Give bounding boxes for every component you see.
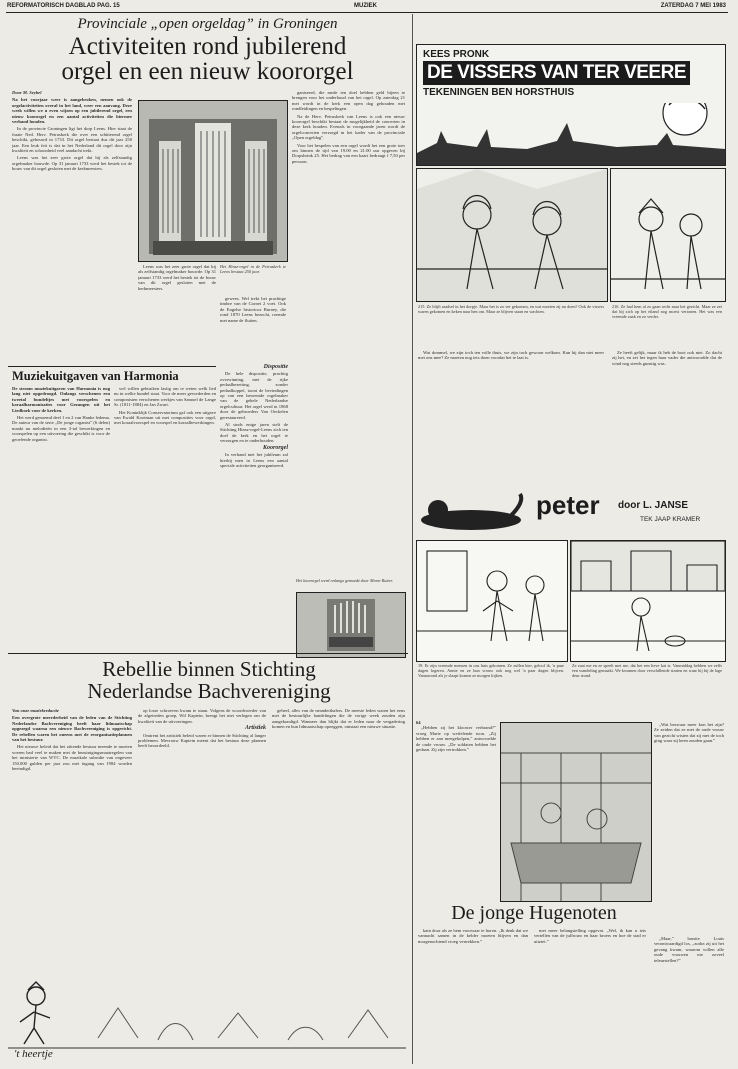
organ-photo-caption: Het Hinsz-orgel in de Petruskerk te Leens bestaat 250 jaar.: [220, 264, 286, 274]
article2-top-rule: [8, 366, 216, 367]
article1-body1: In de provincie Groningen ligt het dorp Leens. Hier staat de fraaie Ned. Herv. Petruskerk die over een schitterend orgel beschikt, gebouwd in 1733. Dit orgel bestaat dus dit jaar 250 jaar. Een leuk feit is dat in het Nederland dit orgel door zijn kwaliteit en schoonheid veel aandacht trekt.: [12, 126, 132, 154]
koororgel-subhead: Koororgel: [262, 444, 288, 451]
comic1-text2-p: Ze heeft gelijk, maar ik heb de boot ook niet. Zo dacht zij het, en zei het tegen haar vader die antwoordde dat de wind nog steeds gunstig was.: [612, 350, 722, 366]
article1-col-right-text2: Na de Herv. Petruskerk van Leens is ook een nieuw koororgel beschikt bestaat de mogelijkheid de concerten in deze kerk houden. Evenals in voorgaande jaren wordt de orgelconcerten verzorgd in het kader van de provinciale „Open orgeldag”.: [292, 113, 405, 141]
article4-col5-text: „Maar,” barstte Louis verontwaardigd los, „zodra zij uit het gevang kwam, waarom willen alle oude vrouwen me zoveel teleurstellen?”: [654, 936, 724, 963]
dispositie-text: De hele dispositie, prachtig overwinning, met de rijke pedaalbezetting, zonder pedaalkoppel, toont de bevindingen op van een beroemde orgelmaker van de gehele Nederlandse orgelcultuur. Het orgel werd in 1868 door de gebroeders Van Oeckelen gerestaureerd.: [220, 371, 288, 420]
comic2-title: peter: [536, 490, 600, 520]
header-rule: [6, 12, 728, 13]
article1-body2: Leens was het zeer grote orgel dat hij als zelfstandig orgelmaker bouwde. Op 31 januari 1733 werd het bestek tot de bouw van dit orgel gesloten met de kerkmeesters.: [12, 155, 132, 172]
comic1-title: DE VISSERS VAN TER VEERE: [423, 61, 690, 85]
header-date: ZATERDAG 7 MEI 1983: [660, 3, 726, 9]
comic2-title-block: [416, 490, 724, 534]
article3-col2-text2: Omtrent het artistiek beleid waren er binnen de Stichting al langer problemen. Mevrouw Kaptein meent dat het bestuur deze plannen heeft beoordeeld.: [138, 732, 266, 749]
article1-headline-line1: Activiteiten rond jubilerend: [68, 33, 347, 60]
article2-body: Het werd genoemd deel 1 en 2 van Hanke ledema. De auteur van de serie „De jonge organist” (6 delen) maakt nu melodieën in een 3-tal bewerkingen en voorspelen op een uitvoering die geschikt is voor de geoefende organist.: [12, 415, 110, 442]
article1-col-right-text: ganiseerd, die mede ten doel hebben geld bijeen te brengen voor het onderhoud van het orgel. Op zaterdag 21 mei wordt in de kerk een open dag gehouden met rondleidingen en bespelingen.: [292, 90, 405, 112]
article4-col3-text: met meer belangstelling opgevat. „Wel, ik kan u iets vertellen van de juffrouw en haar broers en hoe de stad er uitziet.”: [534, 928, 646, 944]
comic1-caption-216: 216. Ze had hem al zo gaan recht naar het gezicht. Maar ze zei dat hij zich op het eiland nog moest vertonen. Het was een vreemde zaak en zo verder.: [612, 304, 722, 319]
article1-lead: Na het voorjaar weer is aangebroken, nemen ook de orgelactiviteiten overal in het land, weer een aanvang. Deze week willen we u even wijzen op een jubilerend orgel, een nieuw koororgel en een aantal activiteiten die hiermee verband houden.: [12, 97, 132, 125]
article2-headline: Muziekuitgaven van Harmonia: [12, 369, 179, 383]
dispositie-text2: Al sinds enige jaren stelt de Stichting Hinsz-orgel-Leens zich ten doel de kerk en het orgel te verzorgen en te onderhouden.: [220, 422, 288, 444]
article2-col2-text2: Het Koninklijk Conservatorium gaf ook een uitgave van Ewald Kooiman uit met composities voor orgel, met koraalvoorspel en voorspel en koraalbewerkingen.: [114, 409, 216, 426]
article3-headline: [10, 658, 408, 702]
comic2-credit: TEK JAAP KRAMER: [640, 516, 701, 523]
article4-col4-text: „Wat bezwaar meer kon het zijn? Ze zeiden dat ze met de oude vrouw van gezicht wisten dat zij met de toch ging waar zij heen zouden gaan.”: [654, 722, 724, 744]
koororgel-text: In verband met het jubileum zal hierbij men in Leens een aantal speciale activiteiten georganiseerd.: [220, 452, 288, 468]
comic1-panel-215: [416, 168, 608, 302]
header-section: MUZIEK: [354, 3, 377, 9]
article2-lead: De stroom muziekuitgaven van Harmonia is nog lang niet opgedroogd. Onlangs verschenen een tweetal bundeltjes met voorspelen en koraalharmonisaties voor Gezangen uit het Liedboek voor de kerken.: [12, 386, 110, 413]
article1-col2-text: Leens was het zeer grote orgel dat hij als zelfstandig orgelmaker bouwde. Op 31 januari 1733 werd het bestek tot de bouw van dit orgel gesloten met de kerkmeesters.: [138, 264, 216, 291]
heertje-label: 't heertje: [14, 1048, 53, 1060]
comic2-author: door L. JANSE: [618, 500, 689, 511]
article3-lead: Een overgrote meerderheid van de leden van de Stichting Nederlandse Bachvereniging heeft haar lidmaatschap opgezegd waarna een nieuwe Bachvereniging is opgericht. De rebellen waren het oneens met de reorganisatieplannen van het bestuur.: [12, 715, 132, 743]
article4-intro-col: [416, 720, 496, 898]
article1-col1: [12, 90, 132, 362]
article2-col2: [114, 386, 216, 648]
comic2-panel-20: [570, 540, 726, 662]
article3-top-rule: [8, 653, 408, 654]
page-column-divider: [412, 14, 413, 1064]
article1-dispositie-col: [220, 364, 288, 648]
comic1-text2: [612, 350, 722, 414]
article4-col4: [654, 722, 724, 932]
article1-headline: [10, 34, 405, 84]
organ-photo: [138, 100, 288, 262]
article3-col3: [272, 708, 405, 970]
article1-byline: Door M. Seybel: [12, 90, 42, 95]
article1-col-right: [292, 90, 405, 362]
koororgel-photo: [296, 592, 406, 658]
comic1-subtitle: TEKENINGEN BEN HORSTHUIS: [423, 87, 575, 98]
article4-headline: De jonge Hugenoten: [451, 902, 617, 924]
comic1-caption-215: 215. Ze blijft raadsel in het dorpje. Maar het is zo ver gekomen, en wat moeten zij nu doen? Ook de vissers waren gekomen en keken naar hen om. Maar ze blijven staan en wachten.: [418, 304, 604, 314]
comic2-panel-19: [416, 540, 568, 662]
article1-col-right-text3: Voor het bespelen van een orgel wordt het een grote toer om binnen de tijd van 19.00 en 21.00 uur opgeven bij Dorpsbrink 25. Het bedrag van een kaart bedraagt f 7,50 per persoon.: [292, 142, 405, 164]
article4-col2: [418, 928, 528, 1062]
comic1-text1: [418, 350, 604, 414]
article3-col2: [138, 708, 266, 970]
article2-col2-text: wel willen gebruiken lastig om te weten welk lied nu in welke bundel staat. Voor de meer gevorderden en componisten verschenen werkjes van Samuel de Lange Sr. (1811-1884) en Jan Zwart.: [114, 386, 216, 408]
article1-top-gap: [220, 90, 286, 98]
comic1-text1-p: Wat dommel, we zijn toch ten volle thuis, we zijn toch gewoon welkom. Kan hij dan niet meer met ons mee? Ze moeten nog iets doen voordat het te laat is.: [418, 350, 604, 361]
article3-body: Het nieuwe beleid dat het zittende bestuur meende te moeten voeren had veel te maken met de bezuinigingsmaatregelen van het ministerie van WVC. De muzikale subsidie van ongeveer 150.000 gulden per jaar zou met ingang van 1984 worden beeindigd.: [12, 744, 132, 772]
article1-headline-line2: orgel en een nieuw koororgel: [61, 58, 354, 85]
comic1-pre: KEES PRONK: [423, 49, 490, 60]
article4-col5: [654, 936, 724, 1062]
article1-kicker: Provinciale „open orgeldag” in Groningen: [77, 16, 338, 32]
article3-col3-text: geheel, alles van de neanderthalers. De meeste leden waren het eens met de bestuurlijke handelingen die de vorige week zouden zijn aangekondigd. Wanneer dan blijkt dat er leden naar de vergadering komen en hun lidmaatschap opzeggen, ontstaat een nieuwe situatie.: [272, 708, 405, 730]
comic2-caption-20: Ze zaat me en ze speelt met me, dat het een lieve kat is. Vanmiddag hebben we zelfs een wandeling gemaakt. We kwamen door verschillende straten en waar hij bij de lage deur stond.: [572, 663, 722, 678]
comic1-panel-216: [610, 168, 726, 302]
article2-col1: [12, 386, 110, 648]
article1-col-mid: [220, 296, 286, 360]
koororgel-photo-caption: Het koororgel werd onlangs gemaakt door Meme Ruiter.: [296, 578, 393, 583]
article3-headline-line1: Rebellie binnen Stichting: [102, 657, 316, 681]
header-paper-name: REFORMATORISCH DAGBLAD PAG. 15: [7, 3, 120, 9]
comic2-caption-19: 19. Er zijn vreemde mensen in ons huis gekomen. Ze zullen hier, geloof ik, 'n paar dagen logeren. Annie en ze hun vrouw ook nog wel 'n paar dagen blijven. Vannavond als je slaapt komen ze morgen kijken.: [418, 663, 564, 678]
dispositie-subhead: Dispositie: [263, 364, 288, 370]
article4-chapter-number: 64: [416, 720, 421, 725]
article4-col2-text: katn door als ze hem voorwaar te horen. „Ik denk dat we vannacht samen in de kelder moeten blijven en dan morgenochtend vroeg vertrekken.”: [418, 928, 528, 944]
article3-col2-text: op losse schroeven kwam te staan. Volgens de woordvoerder van de afgetreden groep, Wil Kaptein, brengt het niet verlegen om de kwaliteit van de uitvoeringen.: [138, 708, 266, 724]
heertje-cartoon: [8, 978, 406, 1064]
article3-byline: Van onze muziekredactie: [12, 708, 59, 713]
article1-col2: [138, 264, 216, 364]
comic1-title-block: [416, 44, 726, 166]
article3-headline-line2: Nederlandse Bachvereniging: [87, 679, 331, 703]
artistiek-subhead: Artistiek: [244, 725, 266, 732]
hugenoten-illustration: [500, 722, 652, 902]
article4-col3: [534, 928, 646, 1062]
article3-col1: [12, 708, 132, 970]
article4-col1-text: „Hebben zij het klooster verbrand?” vroeg Marie op weifelende toon. „Zij hebben er aan meegeholpen,” antwoordde de oude vrouw. „De soldaten hebben het gedaan. Zij zijn vertrokken.”: [416, 725, 496, 753]
article1-col-mid-text: gewees. Wel trekt het prachtige timbre van de Cornet 2 voet. Ook de Engelse historicus Burney, die rond 1870 Leens bezocht, roemde met name de fluiten.: [220, 296, 286, 323]
